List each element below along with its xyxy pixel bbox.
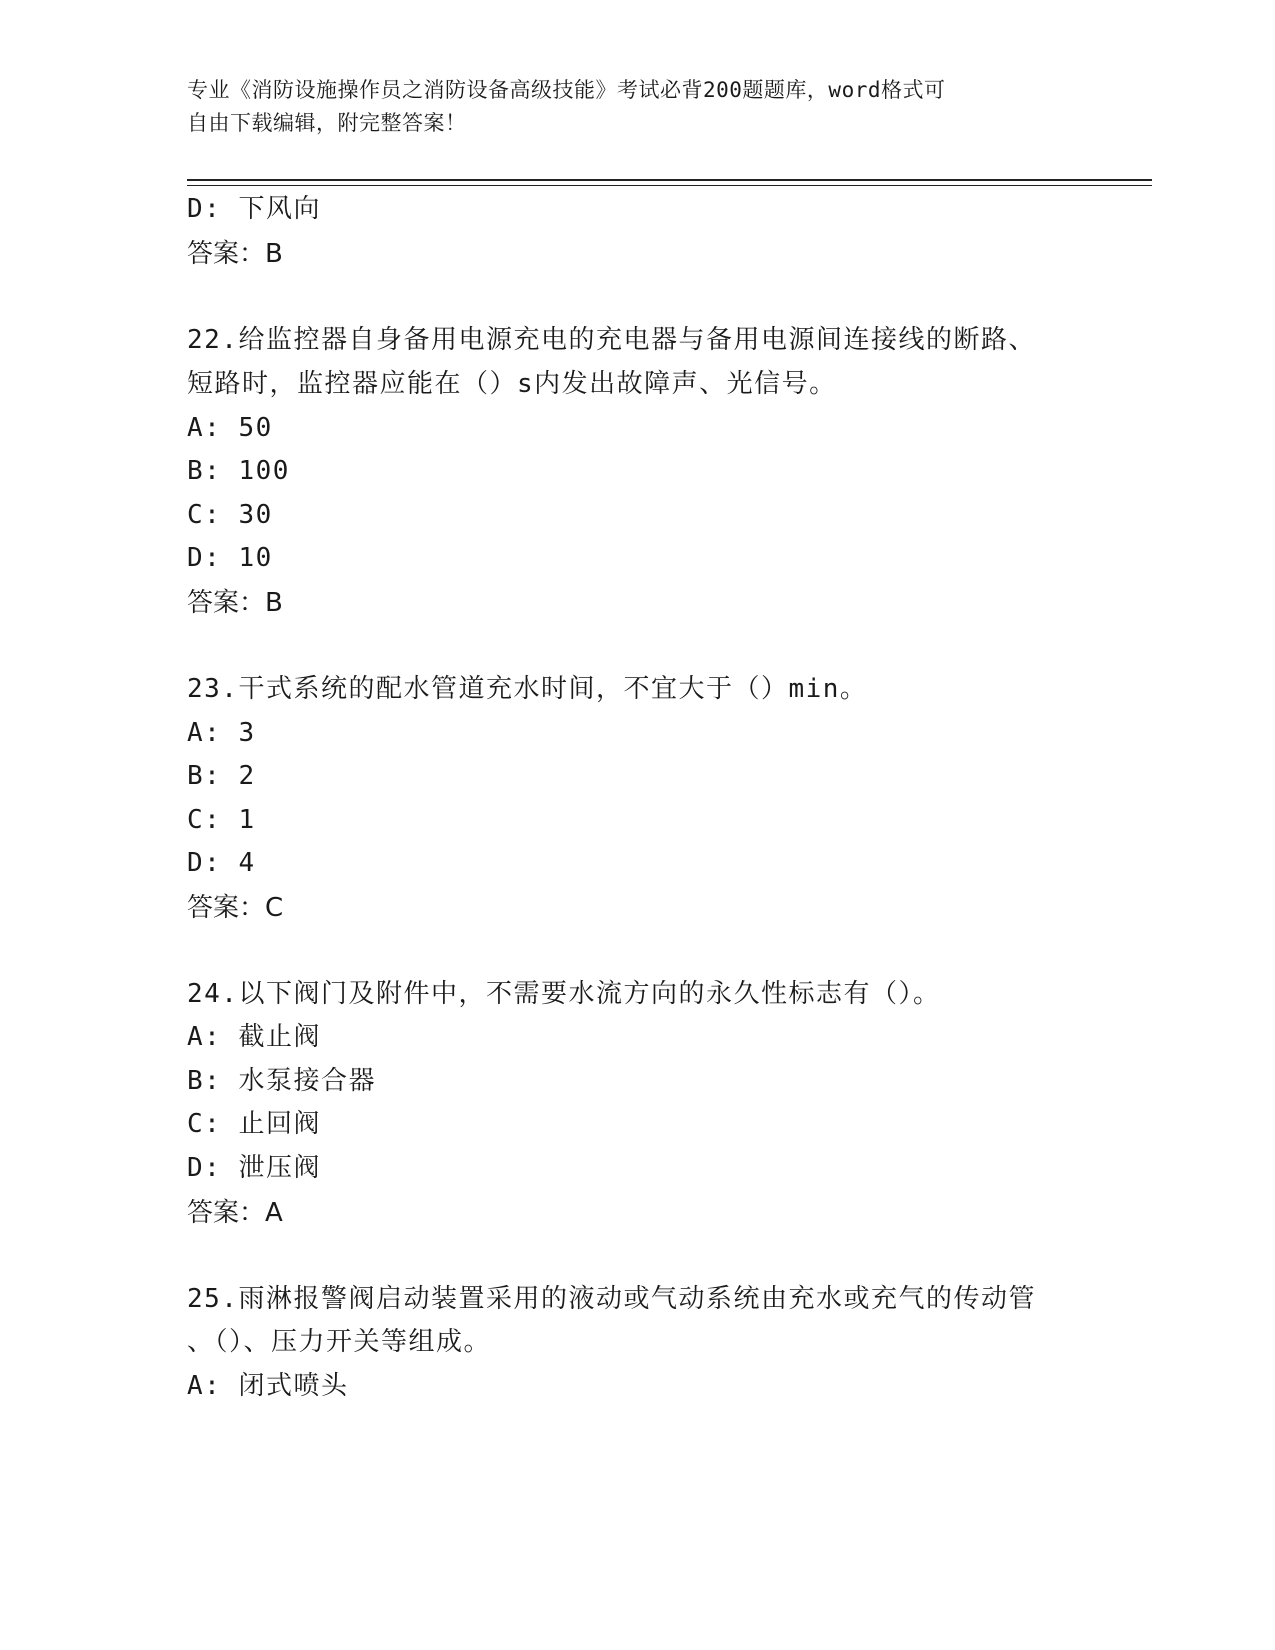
option-c: C: 1 bbox=[187, 805, 256, 835]
option-c: C: 止回阀 bbox=[187, 1109, 321, 1139]
option-d: D: 下风向 bbox=[187, 194, 321, 224]
option-d: D: 10 bbox=[187, 543, 273, 573]
answer: 答案：B bbox=[187, 588, 283, 618]
header-line-2: 自由下载编辑，附完整答案！ bbox=[187, 111, 467, 135]
option-a: A: 截止阀 bbox=[187, 1022, 321, 1052]
header-rule-thick bbox=[187, 179, 1152, 181]
option-a: A: 3 bbox=[187, 718, 256, 748]
question-25-text-cont: 、（）、压力开关等组成。 bbox=[187, 1327, 492, 1357]
option-d: D: 4 bbox=[187, 848, 256, 878]
header-rule-thin bbox=[187, 185, 1152, 186]
question-25-text: 25.雨淋报警阀启动装置采用的液动或气动系统由充水或充气的传动管 bbox=[187, 1284, 1036, 1314]
option-a: A: 闭式喷头 bbox=[187, 1371, 349, 1401]
option-c: C: 30 bbox=[187, 500, 273, 530]
answer: 答案：C bbox=[187, 893, 284, 923]
question-22-text: 22.给监控器自身备用电源充电的充电器与备用电源间连接线的断路、 bbox=[187, 325, 1036, 355]
question-23-text: 23.干式系统的配水管道充水时间，不宜大于（）min。 bbox=[187, 674, 868, 704]
option-b: B: 2 bbox=[187, 761, 256, 791]
option-b: B: 水泵接合器 bbox=[187, 1066, 376, 1096]
answer: 答案：B bbox=[187, 239, 283, 269]
option-a: A: 50 bbox=[187, 413, 273, 443]
header-line-1: 专业《消防设施操作员之消防设备高级技能》考试必背200题题库，word格式可 bbox=[187, 78, 946, 102]
question-24-text: 24.以下阀门及附件中，不需要水流方向的永久性标志有（）。 bbox=[187, 979, 941, 1009]
question-22-text-cont: 短路时，监控器应能在（）s内发出故障声、光信号。 bbox=[187, 369, 837, 399]
document-header bbox=[187, 74, 1067, 140]
option-d: D: 泄压阀 bbox=[187, 1153, 321, 1183]
answer: 答案：A bbox=[187, 1198, 283, 1228]
option-b: B: 100 bbox=[187, 456, 290, 486]
